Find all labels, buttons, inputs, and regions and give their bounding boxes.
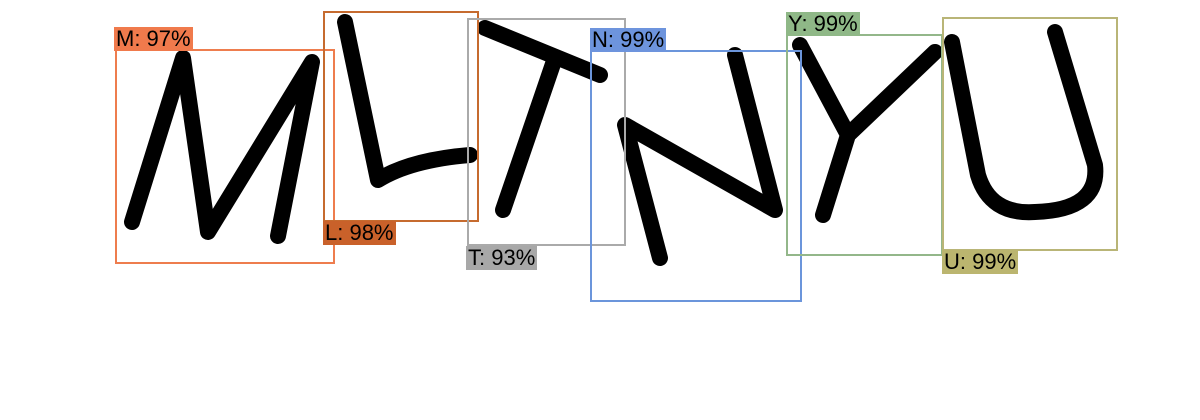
detection-box-n <box>590 50 802 302</box>
detection-box-m <box>115 49 335 264</box>
detection-label-m: M: 97% <box>116 26 191 51</box>
detection-label-n: N: 99% <box>592 27 665 52</box>
detection-box-l <box>323 11 479 222</box>
detection-label-l: L: 98% <box>325 220 394 245</box>
detection-label-y: Y: 99% <box>788 11 858 36</box>
detection-box-u <box>942 17 1118 251</box>
detection-box-y <box>786 34 943 256</box>
detection-label-u: U: 99% <box>944 249 1017 274</box>
detection-label-t: T: 93% <box>468 245 536 270</box>
